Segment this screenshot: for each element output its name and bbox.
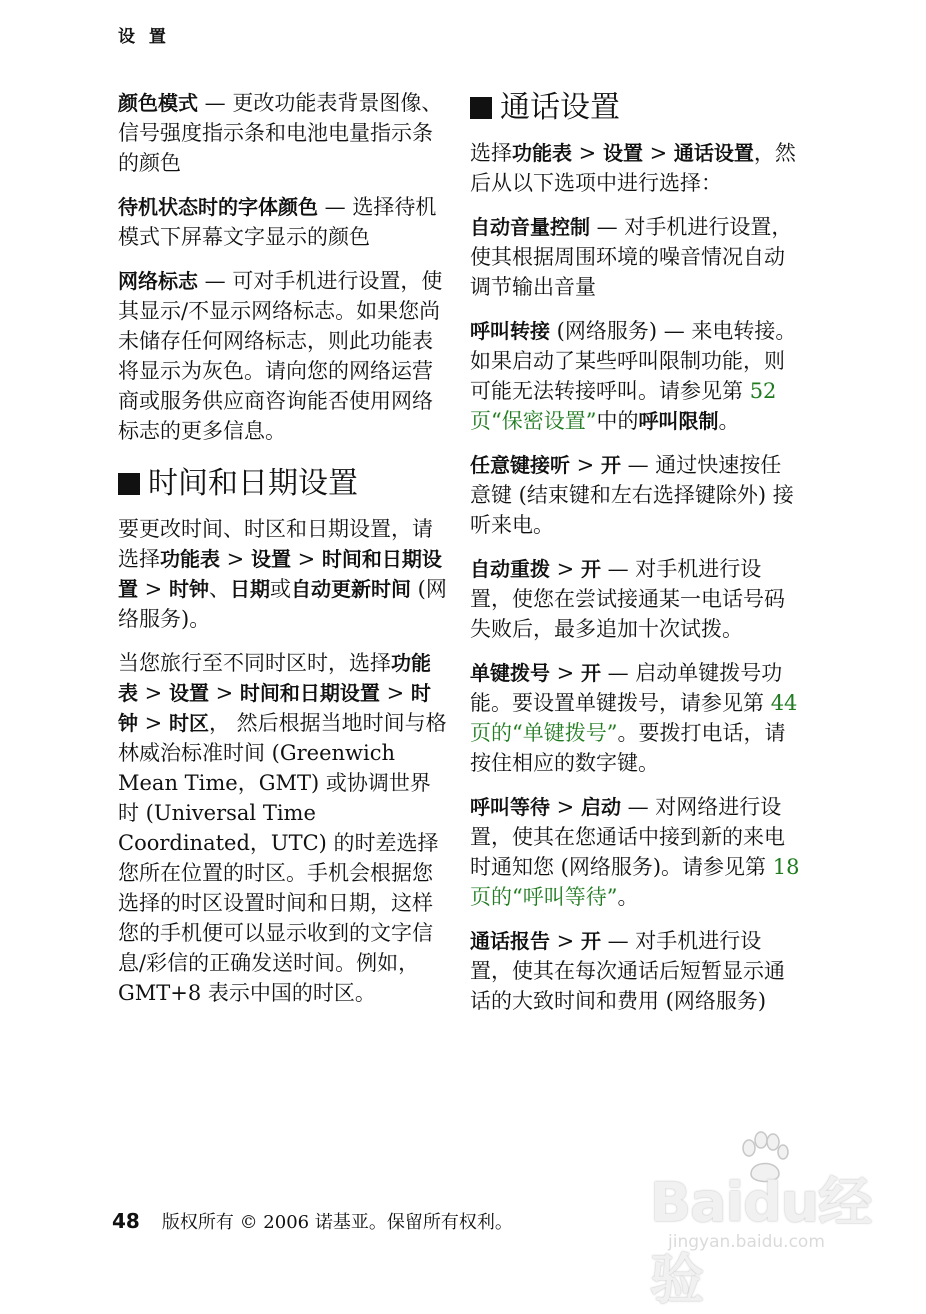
description: — 对手机进行设置，使其根据周围环境的噪音情况自动调节输出音量 [470,215,793,299]
standby-font-entry [118,192,448,252]
description: 中的 [596,409,639,433]
term: 呼叫等待 [470,795,550,819]
speed-dial-entry [470,658,800,778]
term: 待机状态时的字体颜色 [118,195,318,219]
color-mode-entry [118,88,448,178]
auto-volume-entry [470,212,800,302]
term: 自动音量控制 [470,215,590,239]
term: 颜色模式 [118,91,198,115]
description: — 启动单键拨号功能。要设置单键拨号，请参见第 [470,661,783,715]
cross-reference-link[interactable]: 18 页的“呼叫等待” [470,855,800,909]
separator: > [572,141,603,165]
menu-term: 自动更新时间 [290,577,411,601]
menu-term: 时区 [168,711,209,735]
section-heading-time-date [118,464,448,504]
separator: > [550,929,581,953]
cross-reference-link[interactable]: 44 页的“单键拨号” [470,691,798,745]
text: 选择 [470,141,512,165]
description: — 更改功能表背景图像、信号强度指示条和电池电量指示条的颜色 [118,91,443,175]
description: 。 [617,885,639,909]
term: 开 [580,557,601,581]
term: 通话报告 [470,929,550,953]
separator: > [550,557,581,581]
separator: 、 [208,577,230,601]
separator: > [220,547,251,571]
text: 要更改时间、时区和日期设置，请选择 [118,517,433,571]
description: (网络服务) — 来电转接。如果启动了某些呼叫限制功能，则可能无法转接呼叫。请参见第 [470,319,797,403]
square-bullet-icon [470,97,492,119]
menu-term: 时间和日期设置 [118,547,442,601]
call-waiting-entry [470,792,800,912]
watermark-logo-text: Baidu经验 [650,1171,872,1311]
text: ，然后从以下选项中进行选择： [470,141,796,195]
menu-term: 时钟 [118,681,431,735]
term: 开 [580,661,601,685]
page-number: 48 [112,1209,140,1233]
square-bullet-icon [118,473,140,495]
description: — 可对手机进行设置，使其显示/不显示网络标志。如果您尚未储存任何网络标志，则此功能表将显示为灰色。请向您的网络运营商或服务供应商咨询能否使用网络标志的更多信息。 [118,269,443,443]
copyright-notice: 版权所有 © 2006 诺基亚。保留所有权利。 [161,1212,513,1233]
description: — 对网络进行设置，使其在您通话中接到新的来电时通知您 (网络服务)。请参见第 [470,795,785,879]
description: — 对手机进行设置，使其在每次通话后短暂显示通话的大致时间和费用 (网络服务) [470,929,785,1013]
term: 任意键接听 [470,453,570,477]
section-heading-call-settings [470,88,800,128]
heading-text: 通话设置 [500,90,620,125]
text: ， 然后根据当地时间与格林威治标准时间 (Greenwich Mean Time，GMT) 或协调世界时 (Universal Time Coordinated，UTC) 的时差选择您所在位置的时区。手机会根据您选择的时区设置时间和日期，这样您的手机便可以显示收到的文字信息/彩信的正确发送时间。例如，GMT+8 表示中国的时区。 [118,711,447,1005]
separator: 或 [269,577,291,601]
separator: > [642,141,674,165]
menu-term: 时钟 [168,577,209,601]
description: 。 [718,409,740,433]
description: — 通过快速按任意键 (结束键和左右选择键除外) 接听来电。 [470,453,794,537]
menu-term: 功能表 [160,547,220,571]
term: 呼叫转接 [470,319,550,343]
auto-redial-entry [470,554,800,644]
description: — 对手机进行设置，使您在尝试接通某一电话号码失败后，最多追加十次试拨。 [470,557,785,641]
separator: > [138,711,169,735]
term: 单键拨号 [470,661,550,685]
menu-term: 设置 [602,141,643,165]
watermark-url: jingyan.baidu.com [668,1232,825,1252]
term: 启动 [580,795,621,819]
menu-term: 功能表 [118,651,431,705]
call-divert-entry [470,316,800,436]
call-intro [470,138,800,198]
baidu-watermark [640,1130,910,1311]
heading-text: 时间和日期设置 [148,466,358,501]
term: 开 [600,453,621,477]
separator: > [550,795,581,819]
cross-reference-link[interactable]: 52 页“保密设置” [470,379,777,433]
menu-term: 设置 [250,547,291,571]
separator: > [138,577,169,601]
description: — 选择待机模式下屏幕文字显示的颜色 [118,195,437,249]
term: 呼叫限制 [638,409,719,433]
operator-logo-entry [118,266,448,446]
term: 开 [580,929,601,953]
menu-term: 日期 [229,577,270,601]
menu-term: 时间和日期设置 [239,681,380,705]
call-summary-entry [470,926,800,1016]
running-head: 设 置 [118,27,170,47]
separator: > [550,661,581,685]
right-column [470,88,800,1030]
menu-term: 功能表 [512,141,572,165]
term: 网络标志 [118,269,198,293]
time-paragraph-2 [118,648,448,1008]
separator: > [570,453,601,477]
separator: > [208,681,240,705]
separator: > [138,681,169,705]
separator: > [290,547,322,571]
time-paragraph-1 [118,514,448,634]
term: 自动重拨 [470,557,550,581]
text: 当您旅行至不同时区时，选择 [118,651,391,675]
separator: > [379,681,411,705]
page-footer [112,1208,513,1234]
menu-term: 设置 [168,681,209,705]
text: (网络服务)。 [118,577,447,631]
anykey-answer-entry [470,450,800,540]
menu-term: 通话设置 [673,141,754,165]
left-column [118,88,448,1022]
description: 。要拨打电话，请按住相应的数字键。 [470,721,786,775]
